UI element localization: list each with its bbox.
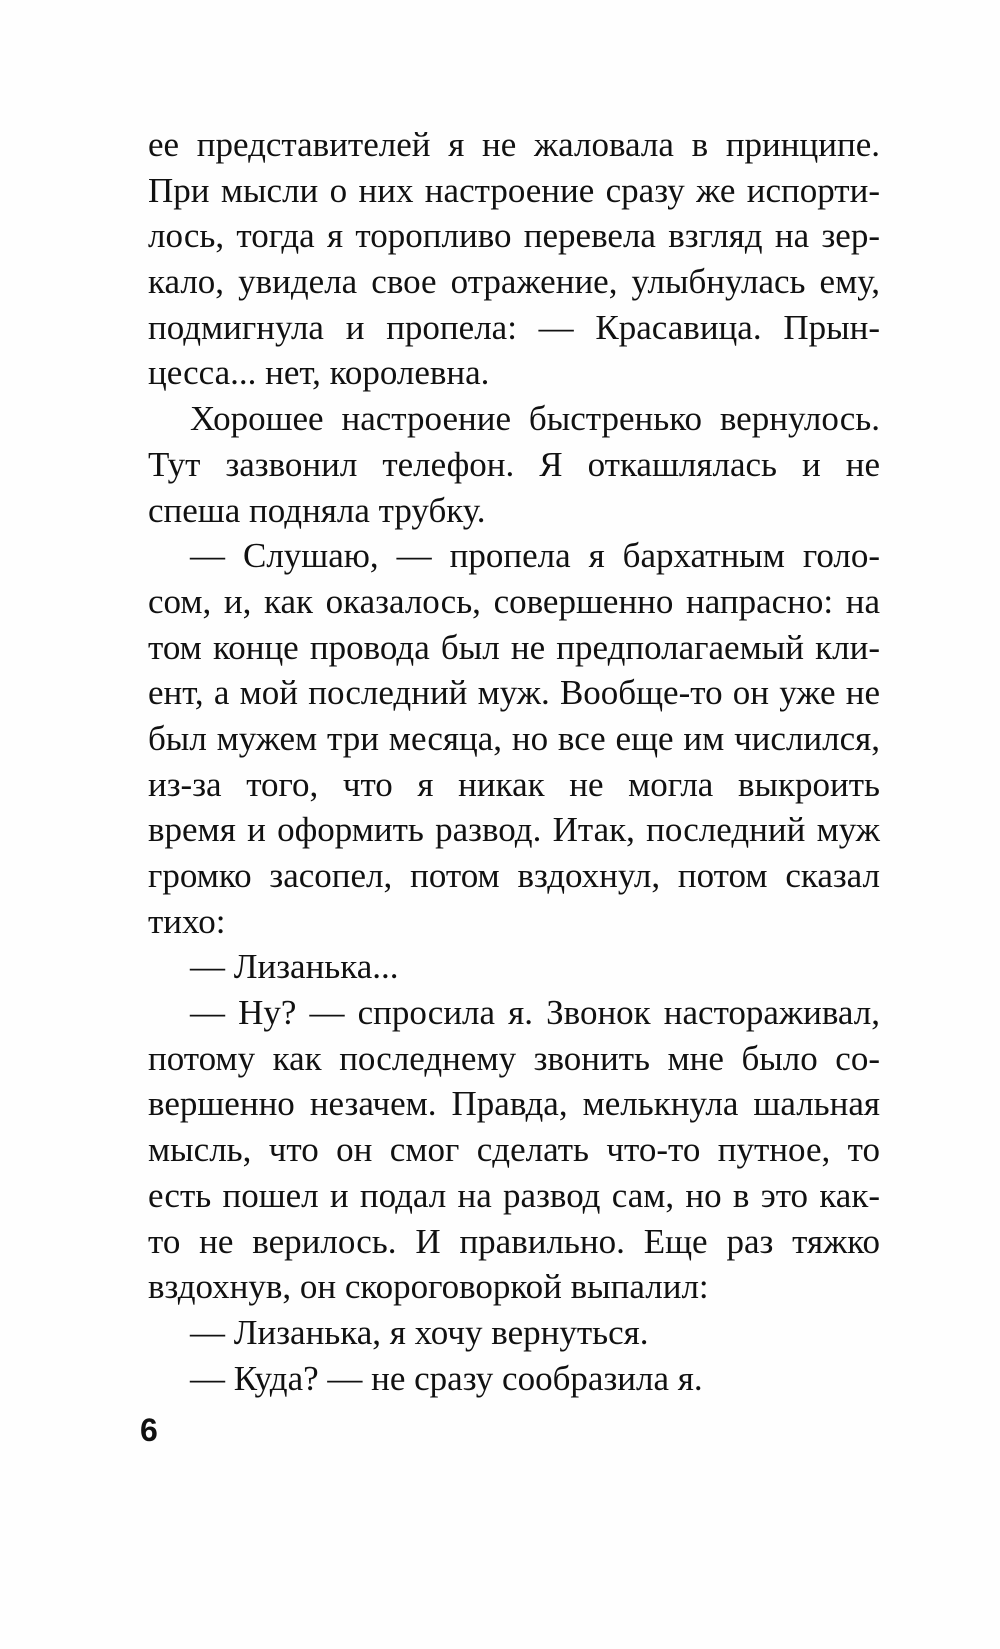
body-text <box>148 122 880 1401</box>
text-line: вершенно незачем. Правда, мелькнула шальная <box>148 1084 880 1124</box>
text-line: сом, и, как оказалось, совершенно напрасно: на <box>148 581 880 621</box>
text-line: — Лизанька... <box>190 947 399 987</box>
text-line: тихо: <box>148 901 226 941</box>
page-number: 6 <box>140 1412 158 1448</box>
text-line: то не верилось. И правильно. Еще раз тяжко <box>148 1221 880 1261</box>
text-line: спеша подняла трубку. <box>148 490 486 530</box>
text-line: время и оформить развод. Итак, последний муж <box>148 810 880 850</box>
text-line: подмигнула и пропела: — Красавица. Прын- <box>148 307 880 347</box>
text-line: Тут зазвонил телефон. Я откашлялась и не <box>148 444 880 484</box>
text-line: — Слушаю, — пропела я бархатным голо- <box>190 536 880 576</box>
text-line: вздохнув, он скороговоркой выпалил: <box>148 1267 709 1307</box>
text-line: Хорошее настроение быстренько вернулось. <box>190 399 880 439</box>
text-line: ент, а мой последний муж. Вообще-то он уже не <box>148 673 880 713</box>
text-line: громко засопел, потом вздохнул, потом сказал <box>148 856 880 895</box>
text-line: При мысли о них настроение сразу же испорти- <box>148 170 880 210</box>
text-line: есть пошел и подал на развод сам, но в это как- <box>148 1175 880 1215</box>
text-line: потому как последнему звонить мне было со- <box>148 1038 880 1078</box>
text-line: ее представителей я не жаловала в принципе. <box>148 125 880 164</box>
text-line: кало, увидела свое отражение, улыбнулась ему, <box>148 262 880 302</box>
text-line: цесса... нет, королевна. <box>148 353 490 393</box>
text-line: был мужем три месяца, но все еще им числился, <box>148 718 880 758</box>
text-line: — Куда? — не сразу сообразила я. <box>190 1358 703 1398</box>
text-line: — Ну? — спросила я. Звонок настораживал, <box>190 993 880 1033</box>
text-line: лось, тогда я торопливо перевела взгляд на зер- <box>148 216 880 256</box>
text-line: том конце провода был не предполагаемый кли- <box>148 627 880 667</box>
text-line: мысль, что он смог сделать что-то путное, то <box>148 1130 880 1170</box>
text-line: — Лизанька, я хочу вернуться. <box>190 1312 649 1352</box>
text-line: из-за того, что я никак не могла выкроить <box>148 764 880 804</box>
